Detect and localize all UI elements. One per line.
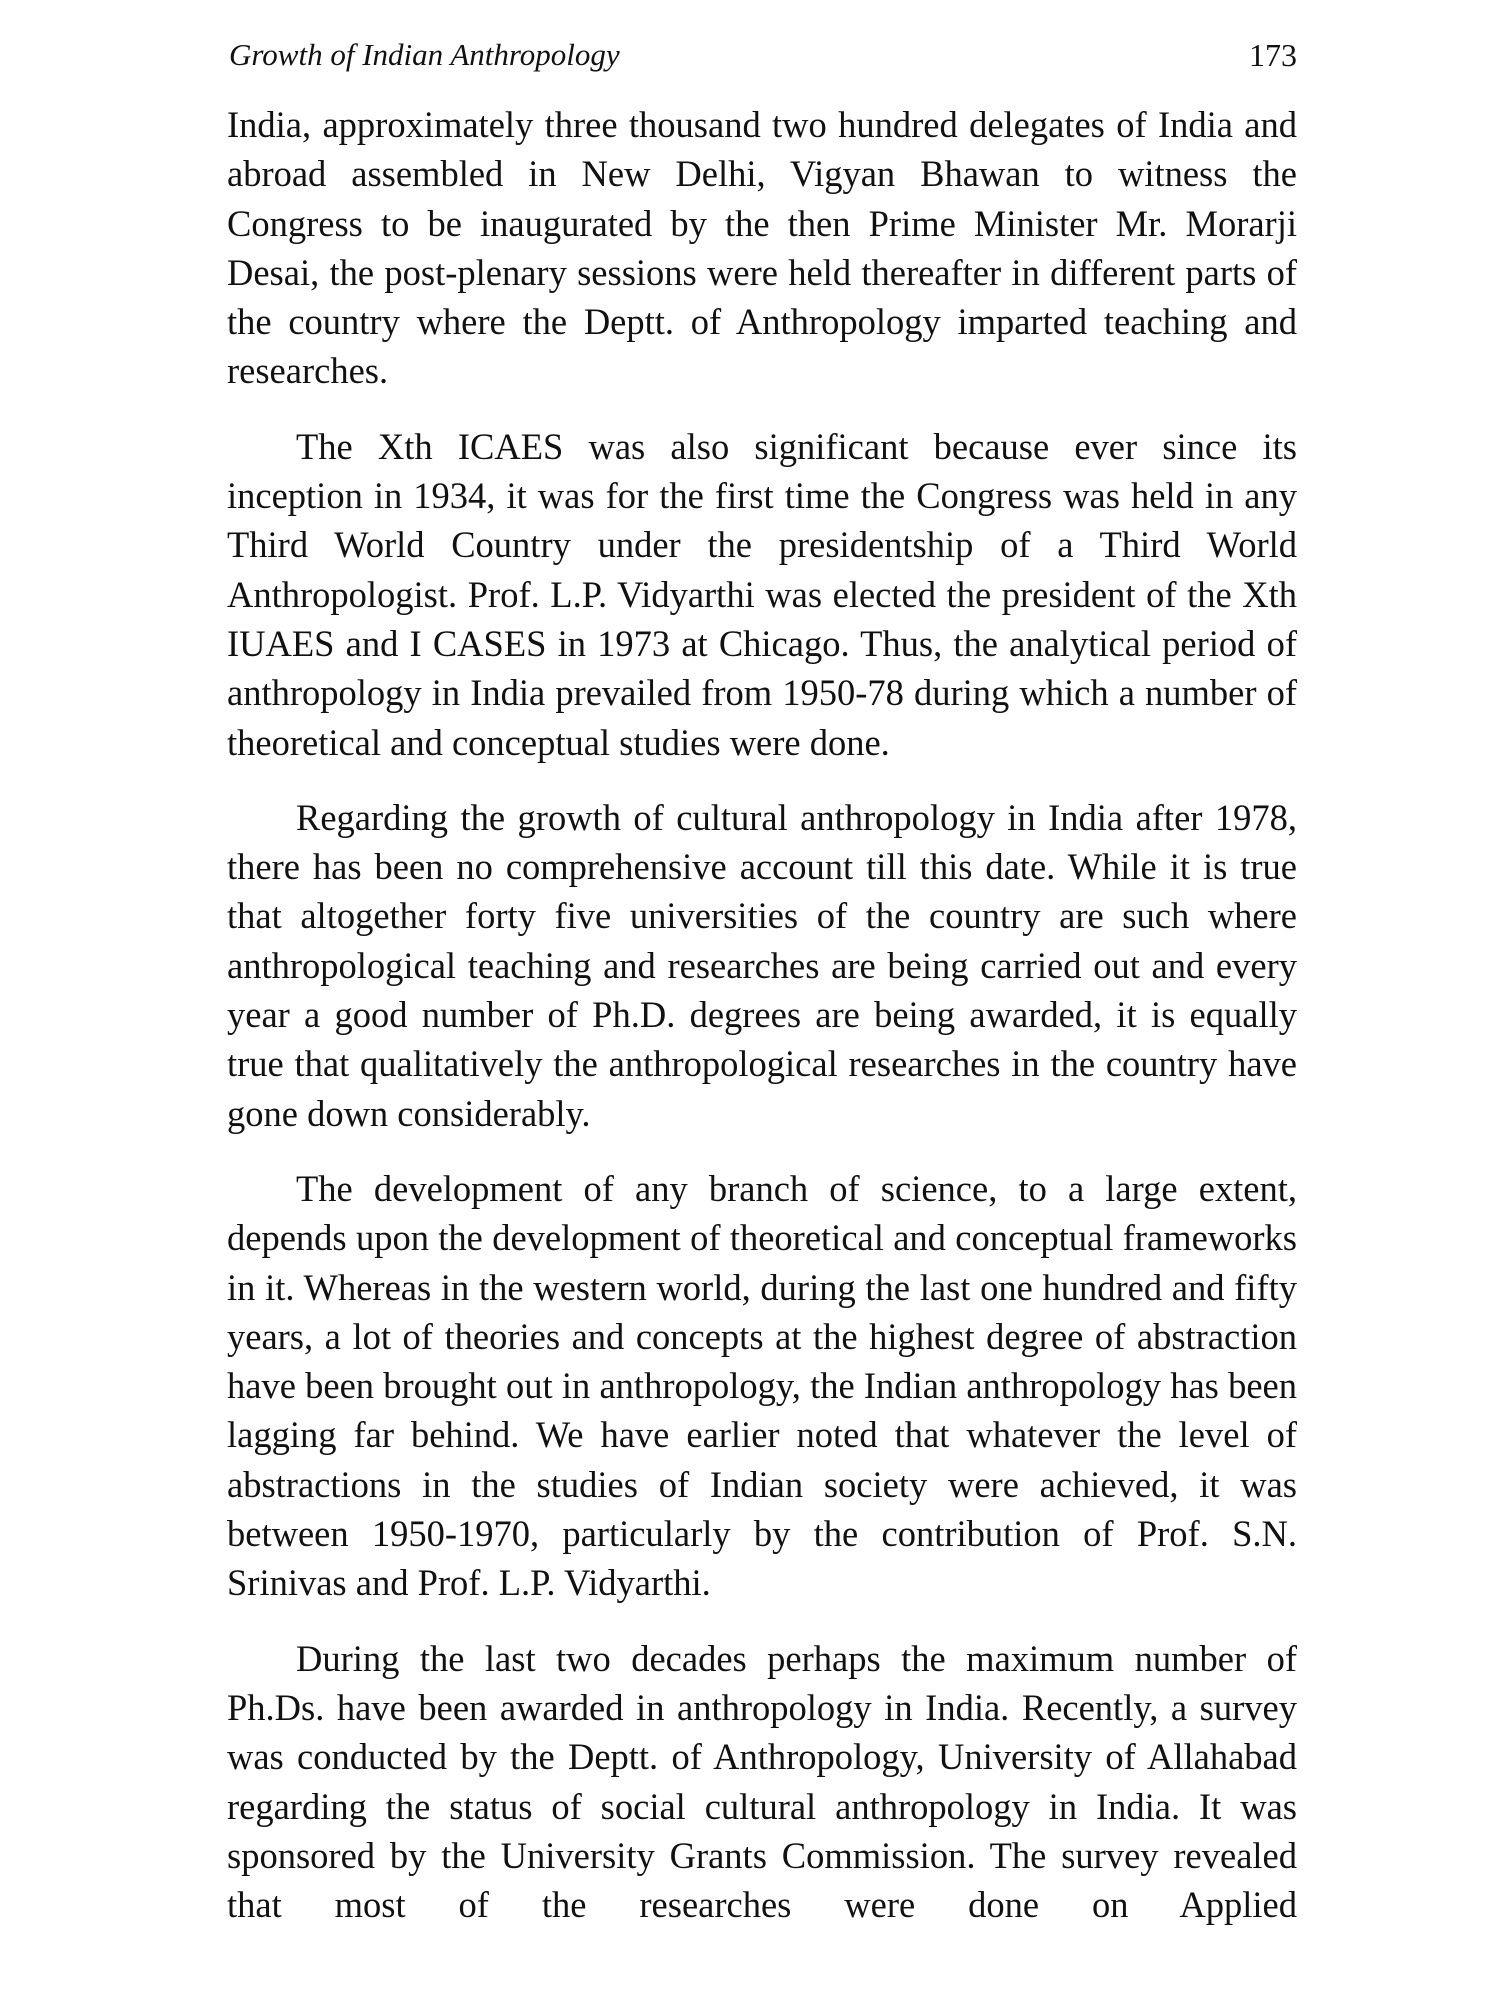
running-title: Growth of Indian Anthropology bbox=[229, 37, 620, 72]
body-text bbox=[227, 100, 1297, 1955]
paragraph-5: During the last two decades perhaps the maximum number of Ph.Ds. have been awarded in anthropology in India. Recently, a survey was conducted by the Deptt. of Anthropology, University of Allahabad regarding the status of social cultural anthropology in India. It was sponsored by the University Grants Commission. The survey revealed that most of the researches were done on Applied bbox=[227, 1637, 1297, 1926]
paragraph-3: Regarding the growth of cultural anthropology in India after 1978, there has been no comprehensive account till this date. While it is true that altogether forty five universities of the country are such where anthropological teaching and researches are being carried out and every year a good number of Ph.D. degrees are being awarded, it is equally true that qualitatively the anthropological researches in the country have gone down considerably. bbox=[227, 796, 1297, 1134]
running-header bbox=[229, 32, 1297, 78]
page-number: 173 bbox=[1249, 37, 1297, 73]
paragraph-1: India, approximately three thousand two hundred delegates of India and abroad assembled in New Delhi, Vigyan Bhawan to witness the Congress to be inaugurated by the then Prime Minister Mr. Morarji Desai, the post-plenary sessions were held thereafter in different parts of the country where the Deptt. of Anthropology imparted teaching and researches. bbox=[227, 104, 1297, 392]
paragraph-4: The development of any branch of science, to a large extent, depends upon the development of theoretical and conceptual frameworks in it. Whereas in the western world, during the last one hundred and fifty years, a lot of theories and concepts at the highest degree of abstraction have been brought out in anthropology, the Indian anthropology has been lagging far behind. We have earlier noted that whatever the level of abstractions in the studies of Indian society were achieved, it was between 1950-1970, particularly by the contribution of Prof. S.N. Srinivas and Prof. L.P. Vidyarthi. bbox=[227, 1167, 1297, 1604]
paragraph-2: The Xth ICAES was also significant because ever since its inception in 1934, it was for the first time the Congress was held in any Third World Country under the presidentship of a Third World Anthropologist. Prof. L.P. Vidyarthi was elected the president of the Xth IUAES and I CASES in 1973 at Chicago. Thus, the analytical period of anthropology in India prevailed from 1950-78 during which a number of theoretical and conceptual studies were done. bbox=[227, 425, 1297, 763]
